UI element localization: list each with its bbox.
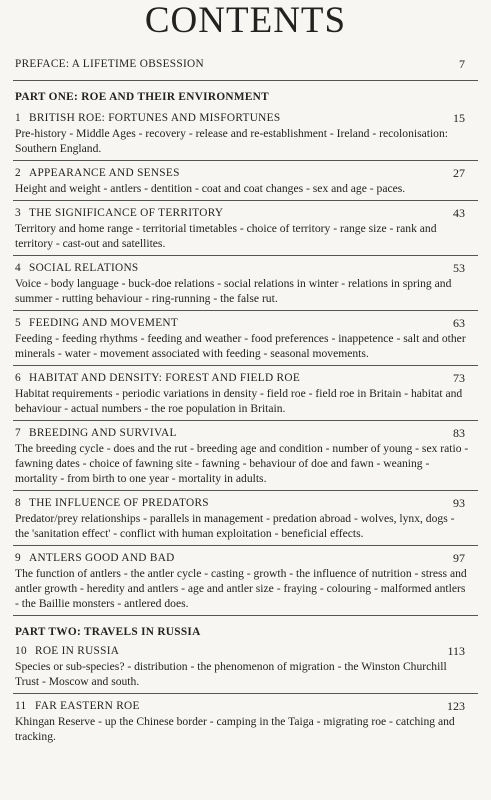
- chapter-title: [15, 316, 465, 331]
- chapter-page-number: 15: [453, 111, 465, 125]
- chapter-description: Habitat requirements - periodic variations in density - field roe - field roe in Britain - habitat and behaviour - actual numbers - the roe population in Britain.: [15, 387, 463, 415]
- chapter-heading-row: [0, 551, 491, 566]
- chapter-entry: [0, 261, 491, 306]
- chapter-page-number: 43: [453, 206, 465, 220]
- chapter-number: 7: [15, 427, 21, 439]
- chapter-heading-row: [0, 371, 491, 386]
- chapter-title-text: THE SIGNIFICANCE OF TERRITORY: [29, 207, 224, 219]
- chapter-title-text: THE INFLUENCE OF PREDATORS: [29, 497, 209, 509]
- divider: [13, 310, 478, 311]
- divider: [13, 693, 478, 694]
- chapter-title: [15, 371, 465, 386]
- divider: [13, 365, 478, 366]
- divider: [13, 420, 478, 421]
- chapter-heading-row: [0, 206, 491, 221]
- chapter-title: [15, 496, 465, 511]
- chapter-title: [15, 206, 465, 221]
- chapter-entry: [0, 166, 491, 196]
- chapter-description: The function of antlers - the antler cycle - casting - growth - the influence of nutrition - stress and antler growth - heredity and antlers - age and antler size - fraying - colouring - malformed antlers - the Baillie monsters - antlered does.: [15, 567, 467, 610]
- part-one-chapters: [0, 111, 491, 611]
- chapter-entry: [0, 699, 491, 744]
- chapter-title-text: BREEDING AND SURVIVAL: [29, 427, 177, 439]
- chapter-description: Predator/prey relationships - parallels in management - predation abroad - wolves, lynx, dogs - the 'sanitation effect' - conflict with human exploitation - beneficial effects.: [15, 512, 455, 540]
- part-two-heading: PART TWO: TRAVELS IN RUSSIA: [15, 626, 201, 638]
- chapter-title-text: FAR EASTERN ROE: [35, 700, 140, 712]
- part-two-chapters: [0, 644, 491, 744]
- chapter-title-text: HABITAT AND DENSITY: FOREST AND FIELD ROE: [29, 372, 301, 384]
- chapter-description: Khingan Reserve - up the Chinese border - camping in the Taiga - migrating roe - catching and tracking.: [15, 715, 455, 743]
- chapter-title-text: SOCIAL RELATIONS: [29, 262, 139, 274]
- chapter-entry: [0, 551, 491, 611]
- chapter-heading-row: [0, 699, 491, 714]
- chapter-title: [15, 166, 465, 181]
- chapter-entry: [0, 316, 491, 361]
- chapter-heading-row: [0, 166, 491, 181]
- divider: [13, 545, 478, 546]
- chapter-title: [15, 111, 465, 126]
- chapter-title: [15, 699, 465, 714]
- chapter-heading-row: [0, 426, 491, 441]
- chapter-entry: [0, 206, 491, 251]
- chapter-page-number: 97: [453, 551, 465, 565]
- chapter-page-number: 113: [447, 644, 465, 658]
- chapter-title: [15, 261, 465, 276]
- chapter-title-text: ROE IN RUSSIA: [35, 645, 120, 657]
- chapter-entry: [0, 426, 491, 486]
- chapter-description: Territory and home range - territorial timetables - choice of territory - range size - rank and territory - cast-out and satellites.: [15, 222, 437, 250]
- chapter-heading-row: [0, 111, 491, 126]
- chapter-description: Pre-history - Middle Ages - recovery - release and re-establishment - Ireland - recolonisation: Southern England.: [15, 127, 448, 155]
- chapter-description: Species or sub-species? - distribution - the phenomenon of migration - the Winston Churchill Trust - Moscow and south.: [15, 660, 447, 688]
- chapter-page-number: 27: [453, 166, 465, 180]
- chapter-entry: [0, 496, 491, 541]
- chapter-number: 3: [15, 207, 21, 219]
- chapter-title: [15, 551, 465, 566]
- chapter-number: 8: [15, 497, 21, 509]
- chapter-number: 5: [15, 317, 21, 329]
- chapter-number: 4: [15, 262, 21, 274]
- chapter-heading-row: [0, 496, 491, 511]
- preface-label: PREFACE: A LIFETIME OBSESSION: [15, 58, 204, 70]
- chapter-page-number: 63: [453, 316, 465, 330]
- chapter-number: 9: [15, 552, 21, 564]
- chapter-heading-row: [0, 261, 491, 276]
- page-title: CONTENTS: [144, 0, 347, 41]
- divider: [13, 200, 478, 201]
- chapter-page-number: 53: [453, 261, 465, 275]
- chapter-title: [15, 426, 465, 441]
- chapter-description: The breeding cycle - does and the rut - breeding age and condition - number of young - sex ratio - fawning dates - choice of fawning site - fawning - behaviour of doe and fawn - weaning - mortality - from birth to one year - mortality in adults.: [15, 442, 469, 485]
- divider: [13, 255, 478, 256]
- chapter-heading-row: [0, 644, 491, 659]
- chapter-number: 1: [15, 112, 21, 124]
- chapter-description: Voice - body language - buck-doe relations - social relations in winter - relations in spring and summer - rutting behaviour - ring-running - the false rut.: [15, 277, 452, 305]
- chapter-page-number: 73: [453, 371, 465, 385]
- divider: [13, 615, 478, 616]
- chapter-entry: [0, 371, 491, 416]
- chapter-description: Feeding - feeding rhythms - feeding and weather - food preferences - inappetence - salt and other minerals - water - movement associated with feeding - seasonal movements.: [15, 332, 466, 360]
- part-one-heading: PART ONE: ROE AND THEIR ENVIRONMENT: [15, 91, 269, 103]
- chapter-number: 6: [15, 372, 21, 384]
- chapter-description: Height and weight - antlers - dentition - coat and coat changes - sex and age - paces.: [15, 182, 406, 195]
- chapter-page-number: 93: [453, 496, 465, 510]
- chapter-title-text: APPEARANCE AND SENSES: [29, 167, 180, 179]
- chapter-heading-row: [0, 316, 491, 331]
- chapter-number: 10: [15, 645, 27, 657]
- divider: [13, 490, 478, 491]
- chapter-entry: [0, 111, 491, 156]
- chapter-title-text: FEEDING AND MOVEMENT: [29, 317, 179, 329]
- chapter-page-number: 123: [447, 699, 465, 713]
- divider: [13, 160, 478, 161]
- chapter-title-text: ANTLERS GOOD AND BAD: [29, 552, 175, 564]
- chapter-entry: [0, 644, 491, 689]
- preface-page: 7: [459, 57, 465, 71]
- divider: [13, 80, 478, 81]
- chapter-number: 11: [15, 700, 27, 712]
- chapter-page-number: 83: [453, 426, 465, 440]
- preface-entry: [0, 57, 491, 72]
- chapter-title-text: BRITISH ROE: FORTUNES AND MISFORTUNES: [29, 112, 281, 124]
- chapter-number: 2: [15, 167, 21, 179]
- chapter-title: [15, 644, 465, 659]
